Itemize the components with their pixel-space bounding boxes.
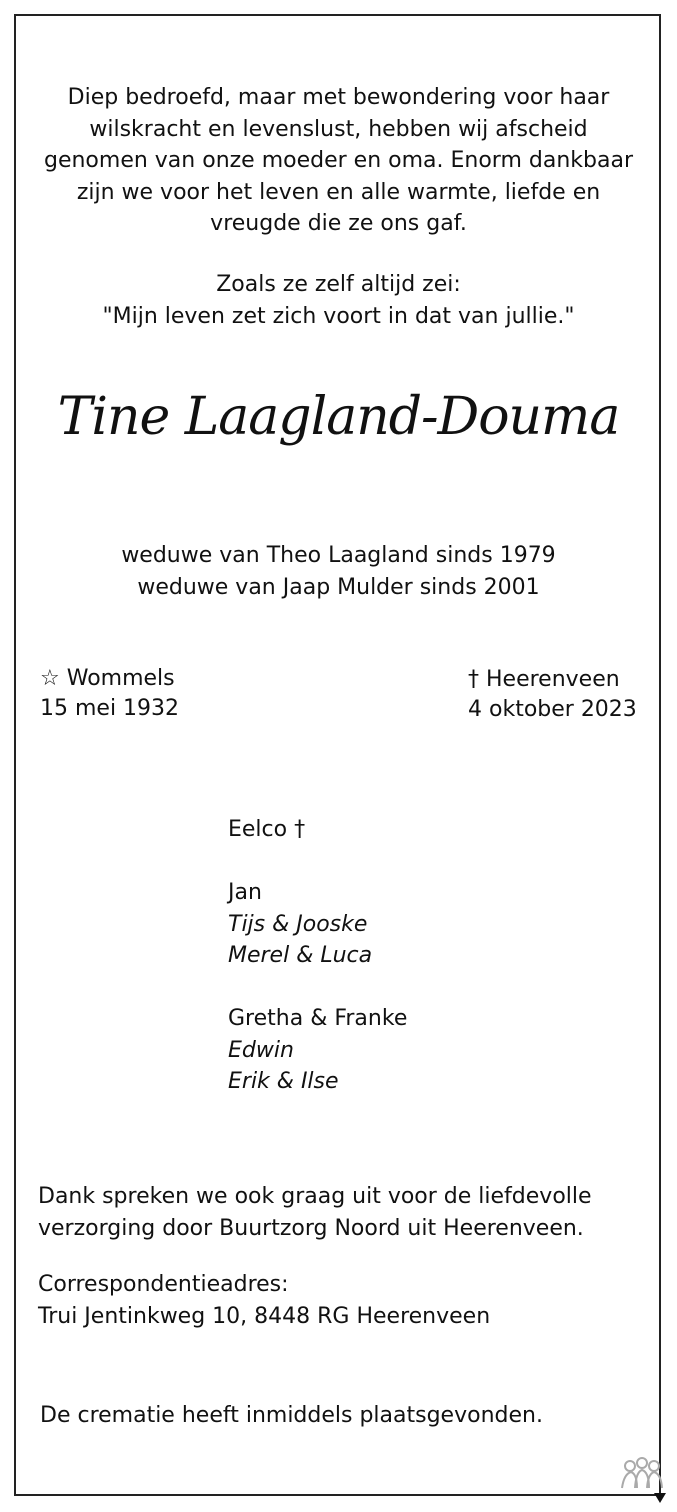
- grandchild: Erik & Ilse: [228, 1069, 339, 1094]
- correspondence-label: Correspondentieadres:: [38, 1272, 289, 1297]
- star-icon: ☆: [40, 666, 60, 691]
- grandchild: Edwin: [228, 1037, 294, 1063]
- intro-line: Diep bedroefd, maar met bewondering voor haar: [67, 85, 610, 110]
- deceased-name: Tine Laagland-Douma: [57, 387, 620, 447]
- cremation-note: De crematie heeft inmiddels plaatsgevonden.: [40, 1403, 543, 1428]
- family-member: Eelco: [228, 817, 288, 842]
- cross-icon: †: [468, 667, 479, 692]
- people-group-icon[interactable]: [616, 1454, 666, 1504]
- cross-icon: †: [294, 817, 306, 842]
- death-date: 4 oktober 2023: [468, 697, 637, 722]
- address-line: Trui Jentinkweg 10, 8448 RG Heerenveen: [38, 1303, 491, 1329]
- correspondence-address: [38, 1269, 490, 1332]
- family-list: [228, 814, 407, 1098]
- widow-text: [30, 540, 647, 603]
- family-member: Gretha & Franke: [228, 1006, 408, 1031]
- intro-line: zijn we voor het leven en alle warmte, liefde en: [76, 179, 601, 205]
- intro-line: wilskracht en levenslust, hebben wij afscheid: [89, 116, 588, 142]
- birth-info: [40, 664, 179, 724]
- intro-text: [30, 82, 647, 240]
- grandchild: Merel & Luca: [228, 943, 373, 968]
- death-place: Heerenveen: [486, 667, 620, 692]
- death-info: [468, 665, 637, 725]
- thanks-text: [38, 1181, 592, 1244]
- quote-text: [30, 269, 647, 332]
- thanks-line: verzorging door Buurtzorg Noord uit Heerenveen.: [38, 1215, 584, 1241]
- thanks-line: Dank spreken we ook graag uit voor de liefdevolle: [38, 1184, 592, 1209]
- intro-line: genomen van onze moeder en oma. Enorm dankbaar: [43, 148, 633, 173]
- grandchild: Tijs & Jooske: [228, 911, 368, 937]
- intro-line: vreugde die ze ons gaf.: [210, 211, 467, 236]
- widow-line: weduwe van Theo Laagland sinds 1979: [121, 543, 556, 568]
- birth-date: 15 mei 1932: [40, 696, 180, 721]
- quote-line: Zoals ze zelf altijd zei:: [216, 272, 461, 297]
- quote-line: "Mijn leven zet zich voort in dat van jullie.": [102, 303, 575, 329]
- family-member: Jan: [228, 880, 262, 905]
- widow-line: weduwe van Jaap Mulder sinds 2001: [137, 574, 540, 600]
- birth-place: Wommels: [66, 666, 175, 691]
